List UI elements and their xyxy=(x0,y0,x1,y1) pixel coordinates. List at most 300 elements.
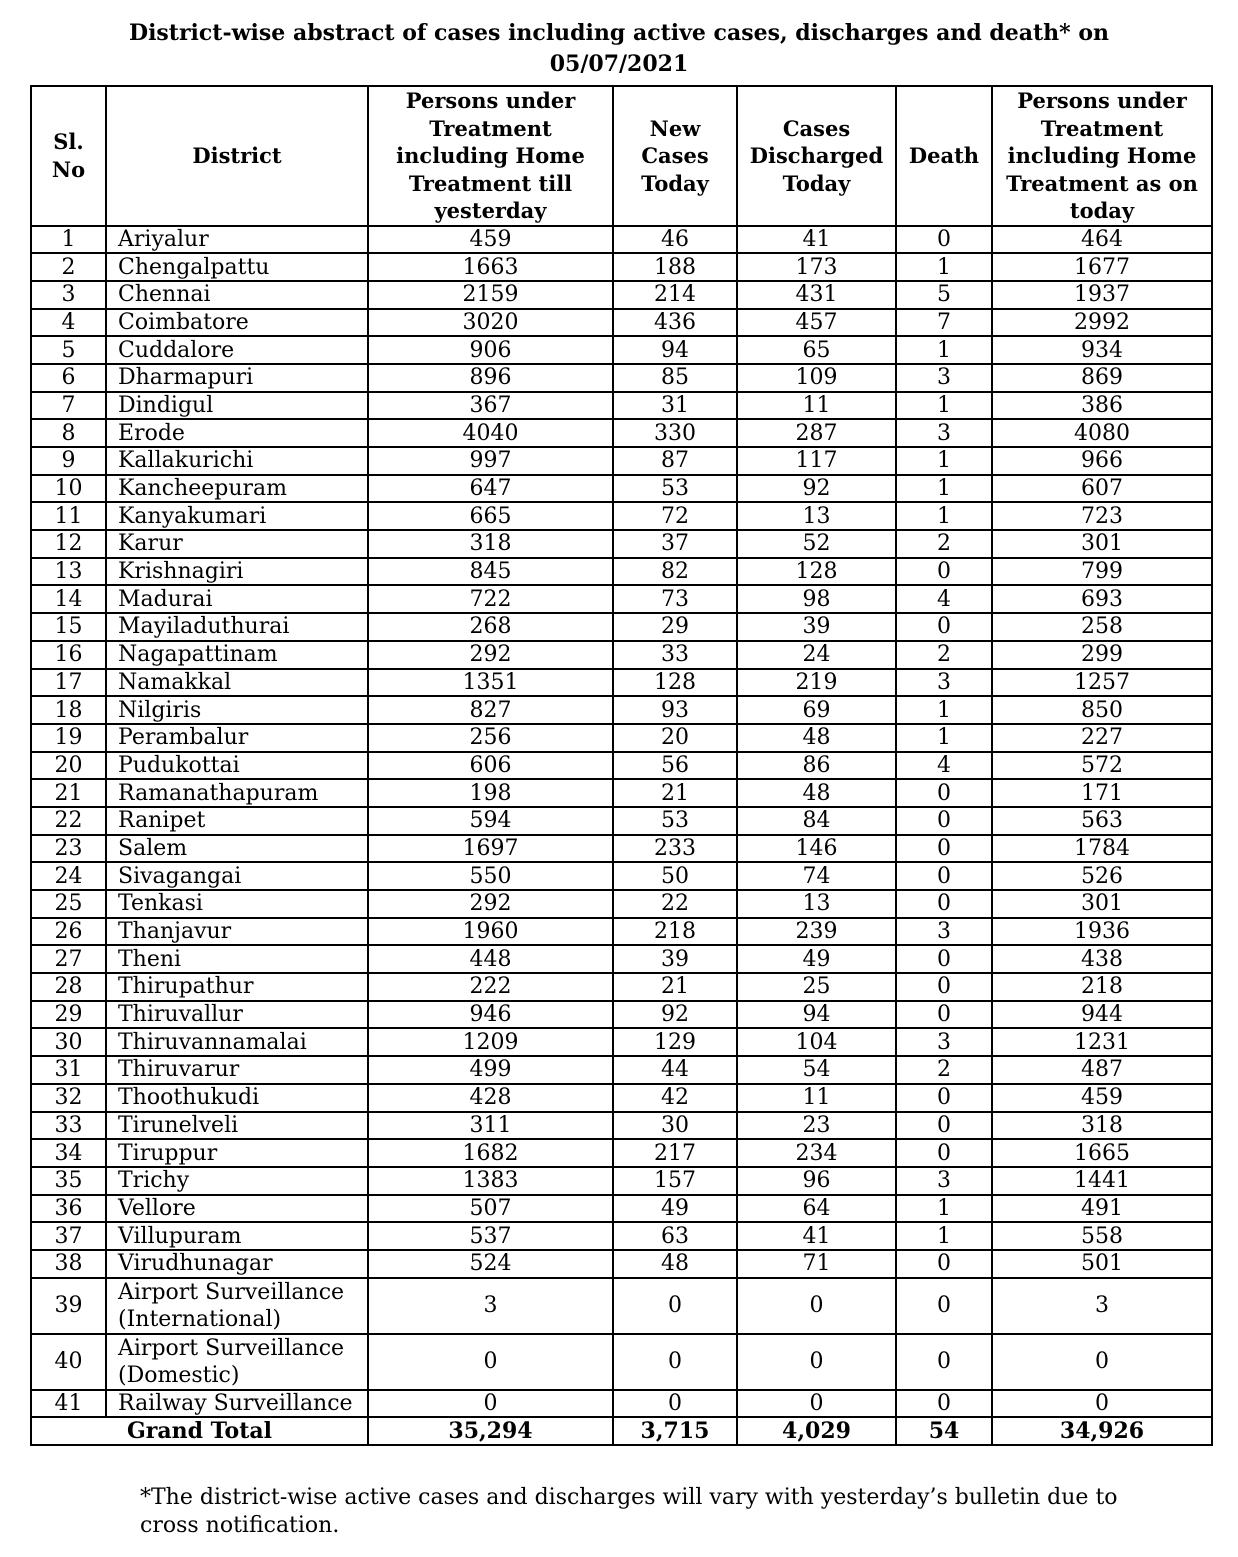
table-row xyxy=(31,281,1212,309)
cell-persons-today: 572 xyxy=(992,752,1212,780)
header-discharged: Cases Discharged Today xyxy=(737,86,896,226)
cell-discharged: 457 xyxy=(737,309,896,337)
cell-new-cases: 20 xyxy=(613,724,737,752)
cell-new-cases: 0 xyxy=(613,1390,737,1418)
cell-death: 1 xyxy=(896,696,992,724)
table-row xyxy=(31,1390,1212,1418)
cell-sl-no: 18 xyxy=(31,696,106,724)
cell-district: Madurai xyxy=(106,585,368,613)
cell-district: Dharmapuri xyxy=(106,364,368,392)
cell-district: Theni xyxy=(106,945,368,973)
cell-death: 5 xyxy=(896,281,992,309)
cell-death: 0 xyxy=(896,226,992,254)
cell-persons-today: 438 xyxy=(992,945,1212,973)
cell-persons-yesterday: 3 xyxy=(368,1278,613,1334)
cell-persons-yesterday: 524 xyxy=(368,1250,613,1278)
header-persons-today: Persons under Treatment including Home Treatment as on today xyxy=(992,86,1212,226)
cell-sl-no: 28 xyxy=(31,973,106,1001)
cell-district: Kanyakumari xyxy=(106,502,368,530)
cell-discharged: 219 xyxy=(737,669,896,697)
cell-persons-today: 227 xyxy=(992,724,1212,752)
cell-sl-no: 5 xyxy=(31,336,106,364)
cell-persons-yesterday: 906 xyxy=(368,336,613,364)
header-row xyxy=(31,86,1212,226)
cell-new-cases: 82 xyxy=(613,558,737,586)
cell-discharged: 117 xyxy=(737,447,896,475)
cell-death: 1 xyxy=(896,1195,992,1223)
table-row xyxy=(31,641,1212,669)
cell-discharged: 287 xyxy=(737,419,896,447)
cell-sl-no: 8 xyxy=(31,419,106,447)
cell-discharged: 65 xyxy=(737,336,896,364)
cell-new-cases: 73 xyxy=(613,585,737,613)
cell-persons-yesterday: 4040 xyxy=(368,419,613,447)
cell-persons-today: 1677 xyxy=(992,253,1212,281)
cell-death: 1 xyxy=(896,447,992,475)
cell-persons-yesterday: 550 xyxy=(368,862,613,890)
cell-persons-today: 850 xyxy=(992,696,1212,724)
table-row xyxy=(31,585,1212,613)
cell-persons-today: 4080 xyxy=(992,419,1212,447)
cell-district: Erode xyxy=(106,419,368,447)
cell-new-cases: 94 xyxy=(613,336,737,364)
table-row xyxy=(31,1278,1212,1334)
cell-sl-no: 40 xyxy=(31,1334,106,1390)
table-row xyxy=(31,1056,1212,1084)
cell-discharged: 69 xyxy=(737,696,896,724)
cell-persons-today: 318 xyxy=(992,1112,1212,1140)
table-row xyxy=(31,1250,1212,1278)
cell-discharged: 41 xyxy=(737,226,896,254)
cell-persons-today: 0 xyxy=(992,1390,1212,1418)
cell-discharged: 234 xyxy=(737,1139,896,1167)
cell-discharged: 0 xyxy=(737,1278,896,1334)
cell-persons-today: 301 xyxy=(992,890,1212,918)
cell-discharged: 128 xyxy=(737,558,896,586)
cell-persons-today: 607 xyxy=(992,475,1212,503)
cell-new-cases: 44 xyxy=(613,1056,737,1084)
cell-death: 0 xyxy=(896,890,992,918)
cell-district: Airport Surveillance (International) xyxy=(106,1278,368,1334)
table-row xyxy=(31,558,1212,586)
cell-sl-no: 37 xyxy=(31,1222,106,1250)
cell-district: Dindigul xyxy=(106,392,368,420)
cell-persons-yesterday: 1682 xyxy=(368,1139,613,1167)
cell-death: 0 xyxy=(896,1084,992,1112)
cell-persons-yesterday: 222 xyxy=(368,973,613,1001)
cell-death: 4 xyxy=(896,752,992,780)
cell-discharged: 41 xyxy=(737,1222,896,1250)
cell-new-cases: 22 xyxy=(613,890,737,918)
total-persons-today: 34,926 xyxy=(992,1417,1212,1445)
cell-persons-yesterday: 448 xyxy=(368,945,613,973)
cell-district: Tiruppur xyxy=(106,1139,368,1167)
cell-persons-today: 1441 xyxy=(992,1167,1212,1195)
cell-new-cases: 53 xyxy=(613,807,737,835)
cell-persons-yesterday: 1960 xyxy=(368,918,613,946)
cell-district: Cuddalore xyxy=(106,336,368,364)
cell-district: Kallakurichi xyxy=(106,447,368,475)
table-row xyxy=(31,613,1212,641)
grand-total-row xyxy=(31,1417,1212,1445)
cell-discharged: 48 xyxy=(737,724,896,752)
table-row xyxy=(31,724,1212,752)
cell-discharged: 173 xyxy=(737,253,896,281)
cell-new-cases: 85 xyxy=(613,364,737,392)
cell-new-cases: 21 xyxy=(613,973,737,1001)
cell-district: Thiruvallur xyxy=(106,1001,368,1029)
cell-new-cases: 217 xyxy=(613,1139,737,1167)
cell-sl-no: 23 xyxy=(31,835,106,863)
cell-discharged: 98 xyxy=(737,585,896,613)
cell-persons-today: 218 xyxy=(992,973,1212,1001)
cell-persons-yesterday: 1383 xyxy=(368,1167,613,1195)
cell-new-cases: 93 xyxy=(613,696,737,724)
cell-death: 0 xyxy=(896,1390,992,1418)
cell-sl-no: 19 xyxy=(31,724,106,752)
cell-sl-no: 16 xyxy=(31,641,106,669)
total-discharged: 4,029 xyxy=(737,1417,896,1445)
cell-persons-today: 2992 xyxy=(992,309,1212,337)
cell-persons-today: 934 xyxy=(992,336,1212,364)
cell-sl-no: 41 xyxy=(31,1390,106,1418)
cell-persons-yesterday: 3020 xyxy=(368,309,613,337)
table-row xyxy=(31,1222,1212,1250)
cell-district: Tenkasi xyxy=(106,890,368,918)
cell-sl-no: 29 xyxy=(31,1001,106,1029)
cell-sl-no: 1 xyxy=(31,226,106,254)
cell-district: Thanjavur xyxy=(106,918,368,946)
cell-district: Salem xyxy=(106,835,368,863)
table-row xyxy=(31,253,1212,281)
table-row xyxy=(31,1167,1212,1195)
table-row xyxy=(31,973,1212,1001)
table-row xyxy=(31,447,1212,475)
cell-sl-no: 10 xyxy=(31,475,106,503)
cell-sl-no: 11 xyxy=(31,502,106,530)
total-new-cases: 3,715 xyxy=(613,1417,737,1445)
cell-new-cases: 37 xyxy=(613,530,737,558)
cell-new-cases: 87 xyxy=(613,447,737,475)
cell-sl-no: 15 xyxy=(31,613,106,641)
cell-discharged: 146 xyxy=(737,835,896,863)
cell-persons-today: 1231 xyxy=(992,1028,1212,1056)
cell-persons-yesterday: 606 xyxy=(368,752,613,780)
cell-persons-yesterday: 318 xyxy=(368,530,613,558)
cell-persons-today: 558 xyxy=(992,1222,1212,1250)
cell-persons-yesterday: 0 xyxy=(368,1390,613,1418)
cell-sl-no: 7 xyxy=(31,392,106,420)
cell-persons-today: 563 xyxy=(992,807,1212,835)
cell-death: 2 xyxy=(896,641,992,669)
cell-persons-today: 301 xyxy=(992,530,1212,558)
footnote: *The district-wise active cases and discharges will vary with yesterday’s bulletin due to cross notification. xyxy=(140,1485,1118,1538)
table-row xyxy=(31,807,1212,835)
cell-district: Ranipet xyxy=(106,807,368,835)
cell-sl-no: 6 xyxy=(31,364,106,392)
header-sl-no: Sl. No xyxy=(31,86,106,226)
cell-discharged: 96 xyxy=(737,1167,896,1195)
cell-district: Pudukottai xyxy=(106,752,368,780)
cell-death: 0 xyxy=(896,1250,992,1278)
cell-discharged: 11 xyxy=(737,1084,896,1112)
cell-sl-no: 17 xyxy=(31,669,106,697)
table-row xyxy=(31,890,1212,918)
cell-new-cases: 21 xyxy=(613,779,737,807)
cell-persons-yesterday: 256 xyxy=(368,724,613,752)
cell-persons-yesterday: 428 xyxy=(368,1084,613,1112)
cell-persons-yesterday: 367 xyxy=(368,392,613,420)
cell-persons-yesterday: 594 xyxy=(368,807,613,835)
cell-persons-yesterday: 292 xyxy=(368,890,613,918)
cell-death: 0 xyxy=(896,1001,992,1029)
cell-discharged: 84 xyxy=(737,807,896,835)
cell-death: 1 xyxy=(896,475,992,503)
cell-discharged: 431 xyxy=(737,281,896,309)
cell-death: 3 xyxy=(896,419,992,447)
cell-persons-today: 1936 xyxy=(992,918,1212,946)
cell-district: Thiruvannamalai xyxy=(106,1028,368,1056)
cell-persons-yesterday: 268 xyxy=(368,613,613,641)
header-death: Death xyxy=(896,86,992,226)
cell-persons-today: 693 xyxy=(992,585,1212,613)
cell-district: Karur xyxy=(106,530,368,558)
cell-death: 3 xyxy=(896,918,992,946)
cell-persons-today: 1784 xyxy=(992,835,1212,863)
cell-sl-no: 35 xyxy=(31,1167,106,1195)
cell-persons-yesterday: 0 xyxy=(368,1334,613,1390)
cell-persons-yesterday: 1663 xyxy=(368,253,613,281)
cell-sl-no: 9 xyxy=(31,447,106,475)
cell-new-cases: 31 xyxy=(613,392,737,420)
table-row xyxy=(31,1112,1212,1140)
cell-sl-no: 22 xyxy=(31,807,106,835)
cell-discharged: 52 xyxy=(737,530,896,558)
cell-persons-today: 459 xyxy=(992,1084,1212,1112)
cell-district: Ramanathapuram xyxy=(106,779,368,807)
cell-death: 0 xyxy=(896,1334,992,1390)
table-row xyxy=(31,1139,1212,1167)
cell-sl-no: 21 xyxy=(31,779,106,807)
cell-district: Nagapattinam xyxy=(106,641,368,669)
cell-death: 0 xyxy=(896,779,992,807)
cell-persons-today: 464 xyxy=(992,226,1212,254)
cell-discharged: 94 xyxy=(737,1001,896,1029)
cell-persons-yesterday: 507 xyxy=(368,1195,613,1223)
cell-new-cases: 330 xyxy=(613,419,737,447)
cell-persons-yesterday: 997 xyxy=(368,447,613,475)
cell-sl-no: 20 xyxy=(31,752,106,780)
header-new-cases: New Cases Today xyxy=(613,86,737,226)
table-row xyxy=(31,1084,1212,1112)
document-title xyxy=(0,18,1238,80)
cell-persons-yesterday: 1351 xyxy=(368,669,613,697)
cell-persons-yesterday: 459 xyxy=(368,226,613,254)
cell-district: Chennai xyxy=(106,281,368,309)
table-row xyxy=(31,752,1212,780)
cell-discharged: 0 xyxy=(737,1390,896,1418)
table-row xyxy=(31,392,1212,420)
header-persons-yesterday: Persons under Treatment including Home Treatment till yesterday xyxy=(368,86,613,226)
cell-discharged: 24 xyxy=(737,641,896,669)
cell-death: 0 xyxy=(896,1139,992,1167)
cell-district: Perambalur xyxy=(106,724,368,752)
cell-discharged: 71 xyxy=(737,1250,896,1278)
cell-sl-no: 2 xyxy=(31,253,106,281)
table-row xyxy=(31,336,1212,364)
cell-new-cases: 50 xyxy=(613,862,737,890)
cell-death: 0 xyxy=(896,807,992,835)
cell-discharged: 104 xyxy=(737,1028,896,1056)
cell-new-cases: 218 xyxy=(613,918,737,946)
cell-persons-yesterday: 827 xyxy=(368,696,613,724)
cell-persons-yesterday: 665 xyxy=(368,502,613,530)
cell-persons-today: 386 xyxy=(992,392,1212,420)
cell-district: Ariyalur xyxy=(106,226,368,254)
cell-persons-today: 869 xyxy=(992,364,1212,392)
cell-sl-no: 31 xyxy=(31,1056,106,1084)
cell-district: Airport Surveillance (Domestic) xyxy=(106,1334,368,1390)
cell-persons-today: 487 xyxy=(992,1056,1212,1084)
cell-death: 0 xyxy=(896,613,992,641)
cell-district: Vellore xyxy=(106,1195,368,1223)
cell-district: Railway Surveillance xyxy=(106,1390,368,1418)
cell-sl-no: 34 xyxy=(31,1139,106,1167)
cell-discharged: 92 xyxy=(737,475,896,503)
cell-death: 0 xyxy=(896,862,992,890)
cell-persons-yesterday: 896 xyxy=(368,364,613,392)
cell-discharged: 0 xyxy=(737,1334,896,1390)
table-row xyxy=(31,309,1212,337)
cell-death: 0 xyxy=(896,1278,992,1334)
cell-persons-today: 1937 xyxy=(992,281,1212,309)
cell-persons-today: 0 xyxy=(992,1334,1212,1390)
cell-persons-yesterday: 845 xyxy=(368,558,613,586)
cell-sl-no: 27 xyxy=(31,945,106,973)
cell-new-cases: 42 xyxy=(613,1084,737,1112)
cell-sl-no: 3 xyxy=(31,281,106,309)
cell-new-cases: 29 xyxy=(613,613,737,641)
cell-death: 0 xyxy=(896,835,992,863)
cell-district: Thoothukudi xyxy=(106,1084,368,1112)
cell-new-cases: 63 xyxy=(613,1222,737,1250)
cell-discharged: 25 xyxy=(737,973,896,1001)
cell-sl-no: 24 xyxy=(31,862,106,890)
cell-new-cases: 92 xyxy=(613,1001,737,1029)
cell-new-cases: 56 xyxy=(613,752,737,780)
cell-new-cases: 49 xyxy=(613,1195,737,1223)
cell-new-cases: 48 xyxy=(613,1250,737,1278)
cell-persons-yesterday: 722 xyxy=(368,585,613,613)
cell-persons-today: 1257 xyxy=(992,669,1212,697)
cell-discharged: 11 xyxy=(737,392,896,420)
cell-discharged: 13 xyxy=(737,502,896,530)
cell-sl-no: 26 xyxy=(31,918,106,946)
cell-new-cases: 233 xyxy=(613,835,737,863)
cell-death: 4 xyxy=(896,585,992,613)
cell-discharged: 13 xyxy=(737,890,896,918)
table-row xyxy=(31,530,1212,558)
cell-new-cases: 0 xyxy=(613,1334,737,1390)
table-row xyxy=(31,696,1212,724)
cell-district: Krishnagiri xyxy=(106,558,368,586)
cell-death: 7 xyxy=(896,309,992,337)
cell-persons-today: 1665 xyxy=(992,1139,1212,1167)
table-row xyxy=(31,475,1212,503)
cell-sl-no: 32 xyxy=(31,1084,106,1112)
cell-district: Namakkal xyxy=(106,669,368,697)
cell-sl-no: 4 xyxy=(31,309,106,337)
cell-death: 1 xyxy=(896,392,992,420)
table-row xyxy=(31,364,1212,392)
cell-persons-yesterday: 1697 xyxy=(368,835,613,863)
table-row xyxy=(31,1028,1212,1056)
cell-district: Sivagangai xyxy=(106,862,368,890)
cell-sl-no: 13 xyxy=(31,558,106,586)
cell-district: Thiruvarur xyxy=(106,1056,368,1084)
cell-district: Nilgiris xyxy=(106,696,368,724)
table-row xyxy=(31,918,1212,946)
table-row xyxy=(31,419,1212,447)
cell-district: Virudhunagar xyxy=(106,1250,368,1278)
cell-death: 1 xyxy=(896,336,992,364)
cell-district: Mayiladuthurai xyxy=(106,613,368,641)
cell-new-cases: 436 xyxy=(613,309,737,337)
cell-death: 2 xyxy=(896,1056,992,1084)
cell-death: 3 xyxy=(896,669,992,697)
cell-persons-yesterday: 1209 xyxy=(368,1028,613,1056)
cell-new-cases: 129 xyxy=(613,1028,737,1056)
title-date: 05/07/2021 xyxy=(549,51,689,77)
cell-new-cases: 0 xyxy=(613,1278,737,1334)
cell-death: 3 xyxy=(896,1167,992,1195)
cell-new-cases: 188 xyxy=(613,253,737,281)
total-persons-yesterday: 35,294 xyxy=(368,1417,613,1445)
cell-discharged: 239 xyxy=(737,918,896,946)
cell-death: 3 xyxy=(896,364,992,392)
cell-death: 1 xyxy=(896,502,992,530)
cell-new-cases: 30 xyxy=(613,1112,737,1140)
total-death: 54 xyxy=(896,1417,992,1445)
cell-discharged: 109 xyxy=(737,364,896,392)
cell-persons-yesterday: 647 xyxy=(368,475,613,503)
cell-discharged: 54 xyxy=(737,1056,896,1084)
cell-district: Coimbatore xyxy=(106,309,368,337)
cell-persons-yesterday: 537 xyxy=(368,1222,613,1250)
cell-persons-today: 966 xyxy=(992,447,1212,475)
table-row xyxy=(31,862,1212,890)
table-row xyxy=(31,779,1212,807)
table-row xyxy=(31,1334,1212,1390)
cell-new-cases: 33 xyxy=(613,641,737,669)
table-row xyxy=(31,835,1212,863)
cell-persons-today: 3 xyxy=(992,1278,1212,1334)
cell-persons-today: 491 xyxy=(992,1195,1212,1223)
table-row xyxy=(31,945,1212,973)
cell-death: 1 xyxy=(896,253,992,281)
cell-discharged: 23 xyxy=(737,1112,896,1140)
cell-discharged: 64 xyxy=(737,1195,896,1223)
cell-district: Tirunelveli xyxy=(106,1112,368,1140)
cell-discharged: 49 xyxy=(737,945,896,973)
cell-death: 0 xyxy=(896,973,992,1001)
cell-death: 3 xyxy=(896,1028,992,1056)
cell-district: Kancheepuram xyxy=(106,475,368,503)
cell-sl-no: 38 xyxy=(31,1250,106,1278)
cell-discharged: 48 xyxy=(737,779,896,807)
cell-persons-today: 944 xyxy=(992,1001,1212,1029)
cell-persons-today: 526 xyxy=(992,862,1212,890)
